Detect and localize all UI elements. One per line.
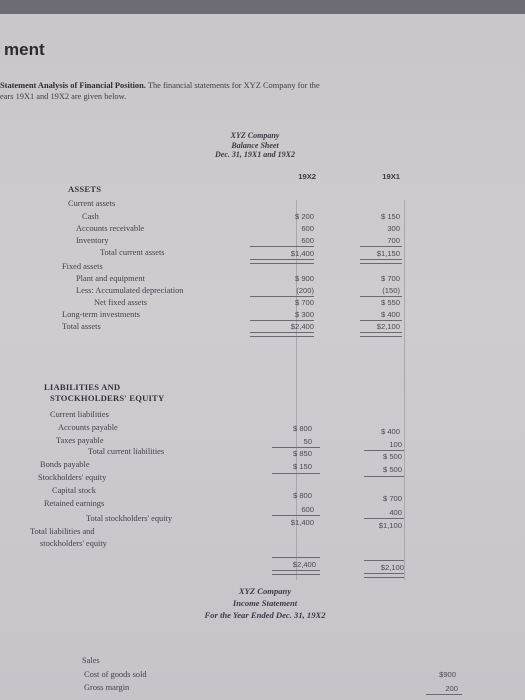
bs-value-19x1: $2,100 [376, 322, 400, 331]
equity-heading: STOCKHOLDERS' EQUITY [50, 393, 165, 403]
intro-bold: Statement Analysis of Financial Position. [0, 81, 146, 90]
is-row-label: Sales [82, 656, 100, 665]
bs-value-19x2: $ 700 [294, 298, 314, 307]
underline [272, 473, 320, 474]
bs-value-19x2: $ 850 [292, 449, 312, 458]
problem-intro [0, 80, 520, 102]
bs-row-label: Accounts payable [58, 423, 118, 432]
assets-heading: ASSETS [68, 184, 102, 194]
underline [272, 447, 320, 448]
bs-value-19x2: $ 300 [294, 310, 314, 319]
is-period: For the Year Ended Dec. 31, 19X2 [204, 610, 326, 620]
bs-value-19x2: $ 200 [294, 212, 314, 221]
bs-value-19x1: $ 550 [380, 298, 400, 307]
bs-value-19x1: $1,150 [376, 249, 400, 258]
is-value: $900 [439, 670, 456, 679]
bs-row-label: Stockholders' equity [38, 473, 107, 482]
bs-row-label: stockholders' equity [40, 539, 107, 548]
underline [426, 694, 462, 695]
liabilities-heading: LIABILITIES AND [44, 382, 121, 392]
underline [360, 246, 402, 247]
underline [250, 246, 314, 247]
bs-value-19x1: 300 [387, 224, 400, 233]
bs-value-19x1: $ 700 [380, 274, 400, 283]
col-header-19x2: 19X2 [298, 172, 316, 181]
bs-value-19x1: 400 [389, 508, 402, 517]
bs-row-label: Fixed assets [62, 262, 103, 271]
underline [250, 296, 314, 297]
bs-row-label: Current liabilities [50, 410, 109, 419]
bs-row-label: Plant and equipment [76, 274, 145, 283]
bs-value-19x2: $ 800 [292, 424, 312, 433]
underline [360, 296, 402, 297]
bs-row-label: Total current liabilities [88, 447, 165, 456]
bs-value-19x2: $2,400 [290, 322, 314, 331]
bs-row-label: Total stockholders' equity [86, 514, 173, 523]
bs-value-19x2: $ 800 [292, 491, 312, 500]
bs-value-19x2: (200) [296, 286, 314, 295]
double-underline [250, 259, 314, 264]
bs-row-label: Accounts receivable [76, 224, 145, 233]
double-underline [360, 332, 402, 337]
bs-value-19x2: $ 150 [292, 462, 312, 471]
bs-value-19x2: $ 900 [294, 274, 314, 283]
top-band [0, 0, 525, 14]
bs-row-label: Bonds payable [40, 460, 90, 469]
bs-value-19x1: 100 [389, 440, 402, 449]
is-row-label: Gross margin [84, 683, 130, 692]
bs-date: Dec. 31, 19X1 and 19X2 [215, 150, 295, 159]
bs-row-label: Cash [82, 212, 99, 221]
bs-value-19x1: $2,100 [380, 563, 404, 572]
bs-value-19x2: $1,400 [290, 249, 314, 258]
bs-title: Balance Sheet [231, 140, 279, 150]
bs-value-19x1: $ 150 [380, 212, 400, 221]
income-statement-heading [140, 585, 390, 621]
double-underline [272, 570, 320, 575]
bs-value-19x1: $ 500 [382, 452, 402, 461]
page-heading-fragment: ment [4, 40, 45, 59]
underline [364, 476, 404, 477]
double-underline [250, 332, 314, 337]
is-value: 200 [445, 684, 458, 693]
bs-company: XYZ Company [230, 131, 280, 140]
underline [272, 557, 320, 558]
underline [250, 320, 314, 321]
bs-row-label: Less: Accumulated depreciation [76, 286, 184, 295]
bs-value-19x1: $1,100 [378, 521, 402, 530]
underline [272, 515, 320, 516]
bs-value-19x2: 50 [303, 437, 312, 446]
bs-value-19x2: 600 [301, 236, 314, 245]
is-title: Income Statement [232, 598, 298, 608]
bs-value-19x2: 600 [301, 505, 314, 514]
bs-row-label: Current assets [68, 199, 116, 208]
bs-row-label: Inventory [76, 236, 109, 245]
double-underline [364, 573, 404, 578]
bs-value-19x2: $1,400 [290, 518, 314, 527]
double-underline [360, 259, 402, 264]
underline [364, 450, 404, 451]
bs-value-19x1: 700 [387, 236, 400, 245]
bs-value-19x1: $ 400 [380, 427, 400, 436]
bs-value-19x2: $2,400 [292, 560, 316, 569]
bs-row-label: Long-term investments [62, 310, 140, 319]
balance-sheet-heading [150, 131, 360, 160]
underline [364, 560, 404, 561]
intro-line2: ears 19X1 and 19X2 are given below. [0, 92, 127, 101]
bs-value-19x1: $ 400 [380, 310, 400, 319]
is-row-label: Cost of goods sold [84, 670, 147, 679]
bs-value-19x2: 600 [301, 224, 314, 233]
is-company: XYZ Company [238, 586, 292, 596]
bs-row-label: Net fixed assets [94, 298, 148, 307]
bs-row-label: Taxes payable [56, 436, 104, 445]
intro-text: The financial statements for XYZ Company for the [147, 81, 320, 90]
bs-value-19x1: (150) [382, 286, 400, 295]
bs-row-label: Total liabilities and [30, 527, 95, 536]
bs-row-label: Total assets [62, 322, 101, 331]
column-edge-shadow [404, 200, 405, 580]
underline [360, 320, 402, 321]
bs-value-19x1: $ 700 [382, 494, 402, 503]
bs-row-label: Total current assets [100, 248, 165, 257]
bs-row-label: Capital stock [52, 486, 96, 495]
col-header-19x1: 19X1 [382, 172, 400, 181]
underline [364, 518, 404, 519]
bs-value-19x1: $ 500 [382, 465, 402, 474]
bs-row-label: Retained earnings [44, 499, 105, 508]
